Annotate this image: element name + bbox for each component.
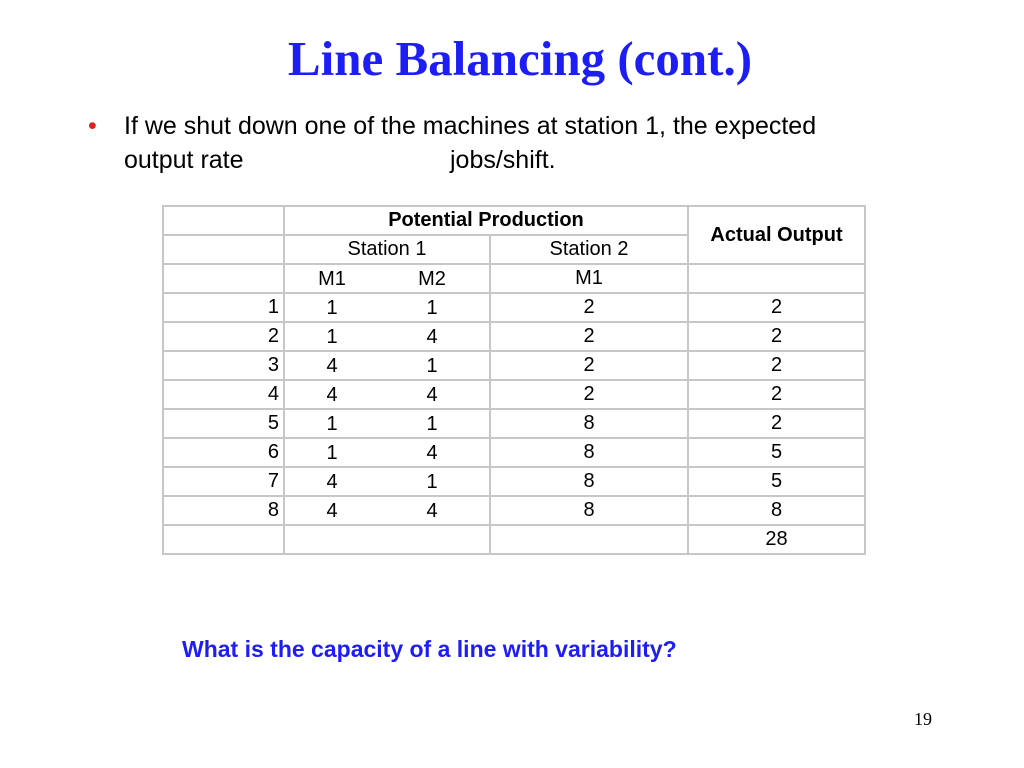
blank-cell: [490, 525, 688, 554]
header-station-1: Station 1: [284, 235, 490, 264]
station-2-m1-value: 8: [490, 496, 688, 525]
total-row: [163, 525, 865, 554]
row-id: 7: [163, 467, 284, 496]
question-text: What is the capacity of a line with variability?: [182, 636, 677, 662]
table-row: [163, 293, 865, 322]
station-1-m1-value: 1: [326, 326, 338, 348]
table-row: [163, 438, 865, 467]
bullet-text-line-2a: output rate: [124, 146, 244, 174]
actual-output-value: 5: [688, 438, 865, 467]
station-1-m1-value: 4: [326, 500, 338, 522]
bullet-dot: •: [88, 112, 97, 140]
page-number: 19: [914, 709, 932, 729]
header-m1: M1: [318, 268, 346, 290]
station-2-m1-value: 2: [490, 322, 688, 351]
station-1-m1-value: 1: [326, 297, 338, 319]
station-1-m1-value: 4: [326, 355, 338, 377]
table-row: [163, 380, 865, 409]
blank-cell: [163, 525, 284, 554]
actual-output-value: 5: [688, 467, 865, 496]
station-2-m1-value: 2: [490, 293, 688, 322]
row-id: 4: [163, 380, 284, 409]
actual-output-value: 2: [688, 409, 865, 438]
row-id: 6: [163, 438, 284, 467]
header-m2: M2: [418, 268, 446, 290]
station-2-m1-value: 2: [490, 351, 688, 380]
slide-title: Line Balancing (cont.): [287, 31, 753, 86]
blank-cell: [163, 206, 284, 235]
station-2-m1-value: 8: [490, 467, 688, 496]
station-1-m1-value: 4: [326, 471, 338, 493]
table-row: [163, 322, 865, 351]
header-station-2-m1: M1: [490, 264, 688, 293]
row-id: 1: [163, 293, 284, 322]
header-row-1: [163, 206, 865, 235]
actual-output-value: 2: [688, 351, 865, 380]
row-id: 2: [163, 322, 284, 351]
station-1-m2-value: 1: [426, 297, 438, 319]
blank-cell: [163, 264, 284, 293]
table-row: [163, 351, 865, 380]
header-station-2: Station 2: [490, 235, 688, 264]
station-1-m2-value: 4: [426, 326, 438, 348]
blank-cell: [284, 525, 490, 554]
station-2-m1-value: 8: [490, 438, 688, 467]
station-1-values: [284, 293, 490, 322]
station-1-m2-value: 1: [426, 355, 438, 377]
bullet-text-line-1: If we shut down one of the machines at station 1, the expected: [124, 112, 817, 140]
station-1-m2-value: 4: [426, 442, 438, 464]
station-1-m2-value: 4: [426, 500, 438, 522]
station-1-values: [284, 438, 490, 467]
table-row: [163, 467, 865, 496]
station-1-m2-value: 1: [426, 413, 438, 435]
header-machines-station-1: [284, 264, 490, 293]
station-1-values: [284, 409, 490, 438]
total-output-value: 28: [688, 525, 865, 554]
station-1-values: [284, 496, 490, 525]
actual-output-value: 8: [688, 496, 865, 525]
header-actual-output: Actual Output: [688, 206, 865, 264]
station-1-m1-value: 1: [326, 413, 338, 435]
row-id: 8: [163, 496, 284, 525]
station-1-values: [284, 351, 490, 380]
station-1-m2-value: 4: [426, 384, 438, 406]
bullet-text-line-2b: jobs/shift.: [450, 146, 556, 174]
row-id: 3: [163, 351, 284, 380]
actual-output-value: 2: [688, 322, 865, 351]
header-potential-production: Potential Production: [284, 206, 688, 235]
station-1-m2-value: 1: [426, 471, 438, 493]
production-table: [162, 205, 866, 555]
station-1-values: [284, 380, 490, 409]
header-row-3: [163, 264, 865, 293]
actual-output-value: 2: [688, 293, 865, 322]
blank-cell: [163, 235, 284, 264]
station-2-m1-value: 8: [490, 409, 688, 438]
station-1-m1-value: 1: [326, 442, 338, 464]
table-row: [163, 496, 865, 525]
blank-cell: [688, 264, 865, 293]
table-row: [163, 409, 865, 438]
actual-output-value: 2: [688, 380, 865, 409]
station-1-values: [284, 322, 490, 351]
station-2-m1-value: 2: [490, 380, 688, 409]
station-1-m1-value: 4: [326, 384, 338, 406]
station-1-values: [284, 467, 490, 496]
row-id: 5: [163, 409, 284, 438]
